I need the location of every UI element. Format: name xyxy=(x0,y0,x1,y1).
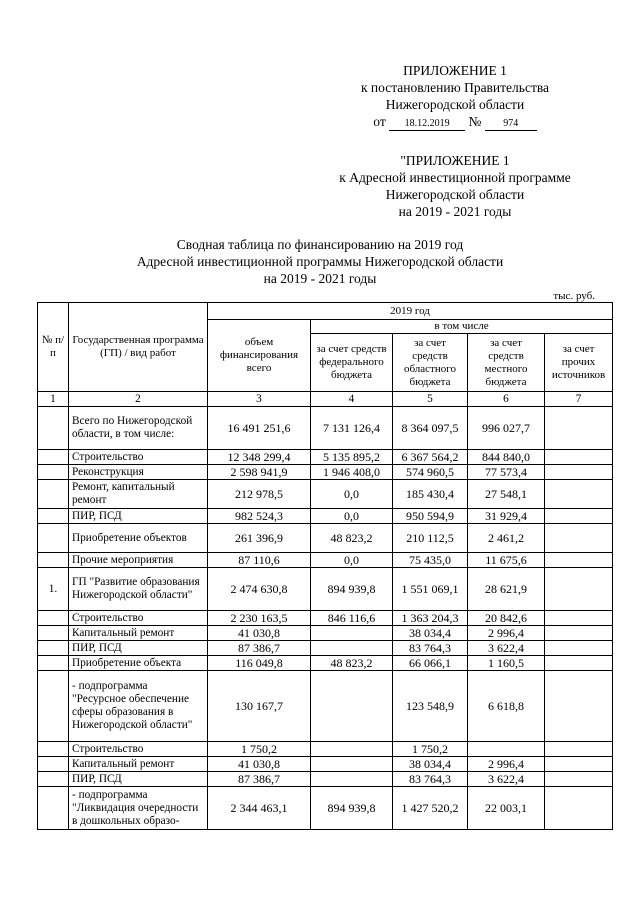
header-total: объем финансирования всего xyxy=(208,320,311,392)
row-number xyxy=(38,611,69,626)
other-value xyxy=(545,568,613,611)
header-in-that: в том числе xyxy=(311,320,613,334)
row-number xyxy=(38,553,69,568)
federal-value: 7 131 126,4 xyxy=(311,407,393,450)
federal-value xyxy=(311,772,393,787)
table-row xyxy=(38,772,613,787)
appendix-title: ПРИЛОЖЕНИЕ 1 xyxy=(403,63,507,78)
other-value xyxy=(545,656,613,671)
row-name: - подпрограмма "Ликвидация очередности в дошкольных образо- xyxy=(69,787,208,830)
appendix-line-3: Нижегородской области xyxy=(385,97,525,112)
local-value: 28 621,9 xyxy=(468,568,545,611)
appendix-program-line-4: на 2019 - 2021 годы xyxy=(398,204,512,219)
row-number xyxy=(38,742,69,757)
regional-value: 8 364 097,5 xyxy=(393,407,468,450)
table-row xyxy=(38,509,613,524)
total-value: 130 167,7 xyxy=(208,671,311,742)
unit-label: тыс. руб. xyxy=(553,290,595,302)
federal-value: 5 135 895,2 xyxy=(311,450,393,465)
federal-value: 894 939,8 xyxy=(311,787,393,830)
row-number xyxy=(38,757,69,772)
row-name: Капитальный ремонт xyxy=(69,626,208,641)
table-row xyxy=(38,656,613,671)
local-value: 6 618,8 xyxy=(468,671,545,742)
local-value xyxy=(468,742,545,757)
row-name: Капитальный ремонт xyxy=(69,757,208,772)
regional-value: 38 034,4 xyxy=(393,626,468,641)
regional-value: 123 548,9 xyxy=(393,671,468,742)
row-number xyxy=(38,641,69,656)
federal-value: 1 946 408,0 xyxy=(311,465,393,480)
title-line-1: Сводная таблица по финансированию на 2019 год xyxy=(176,237,464,252)
row-number xyxy=(38,626,69,641)
table-row xyxy=(38,407,613,450)
total-value: 41 030,8 xyxy=(208,757,311,772)
table-row xyxy=(38,641,613,656)
number-label: № xyxy=(468,114,482,129)
regional-value: 75 435,0 xyxy=(393,553,468,568)
col-number: 4 xyxy=(311,392,393,407)
regional-value: 1 551 069,1 xyxy=(393,568,468,611)
row-name: Приобретение объекта xyxy=(69,656,208,671)
federal-value xyxy=(311,757,393,772)
local-value: 996 027,7 xyxy=(468,407,545,450)
total-value: 212 978,5 xyxy=(208,480,311,509)
table-row xyxy=(38,626,613,641)
table-row xyxy=(38,568,613,611)
title-line-3: на 2019 - 2021 годы xyxy=(263,271,377,286)
col-number: 7 xyxy=(545,392,613,407)
table-row xyxy=(38,524,613,553)
other-value xyxy=(545,407,613,450)
regional-value: 83 764,3 xyxy=(393,772,468,787)
appendix-program-title: "ПРИЛОЖЕНИЕ 1 xyxy=(400,153,510,168)
appendix-date-line xyxy=(300,113,610,131)
table-row xyxy=(38,480,613,509)
other-value xyxy=(545,524,613,553)
other-value xyxy=(545,509,613,524)
header-year: 2019 год xyxy=(208,303,613,320)
total-value: 2 230 163,5 xyxy=(208,611,311,626)
regional-value: 66 066,1 xyxy=(393,656,468,671)
other-value xyxy=(545,671,613,742)
table-row xyxy=(38,757,613,772)
regional-value: 1 750,2 xyxy=(393,742,468,757)
row-name: Строительство xyxy=(69,450,208,465)
table-row xyxy=(38,611,613,626)
total-value: 2 598 941,9 xyxy=(208,465,311,480)
decree-date: 18.12.2019 xyxy=(389,118,465,131)
header-regional: за счет средств областного бюджета xyxy=(393,334,468,392)
col-number: 1 xyxy=(38,392,69,407)
col-number: 2 xyxy=(69,392,208,407)
other-value xyxy=(545,772,613,787)
local-value: 2 461,2 xyxy=(468,524,545,553)
total-value: 116 049,8 xyxy=(208,656,311,671)
local-value: 1 160,5 xyxy=(468,656,545,671)
regional-value: 83 764,3 xyxy=(393,641,468,656)
local-value: 31 929,4 xyxy=(468,509,545,524)
total-value: 87 386,7 xyxy=(208,641,311,656)
local-value: 77 573,4 xyxy=(468,465,545,480)
local-value: 11 675,6 xyxy=(468,553,545,568)
header-other: за счет прочих источников xyxy=(545,334,613,392)
table-row xyxy=(38,787,613,830)
local-value: 3 622,4 xyxy=(468,641,545,656)
local-value: 22 003,1 xyxy=(468,787,545,830)
row-name: Реконструкция xyxy=(69,465,208,480)
table-body xyxy=(38,407,613,830)
total-value: 1 750,2 xyxy=(208,742,311,757)
table-row xyxy=(38,553,613,568)
other-value xyxy=(545,641,613,656)
other-value xyxy=(545,742,613,757)
other-value xyxy=(545,553,613,568)
regional-value: 574 960,5 xyxy=(393,465,468,480)
federal-value: 0,0 xyxy=(311,509,393,524)
federal-value: 894 939,8 xyxy=(311,568,393,611)
federal-value: 48 823,2 xyxy=(311,656,393,671)
row-number xyxy=(38,772,69,787)
local-value: 20 842,6 xyxy=(468,611,545,626)
total-value: 16 491 251,6 xyxy=(208,407,311,450)
regional-value: 950 594,9 xyxy=(393,509,468,524)
row-number xyxy=(38,450,69,465)
row-number xyxy=(38,480,69,509)
table-row xyxy=(38,671,613,742)
col-number: 3 xyxy=(208,392,311,407)
other-value xyxy=(545,611,613,626)
appendix-header xyxy=(300,62,610,131)
total-value: 2 344 463,1 xyxy=(208,787,311,830)
row-name: Строительство xyxy=(69,742,208,757)
local-value: 2 996,4 xyxy=(468,626,545,641)
row-number xyxy=(38,465,69,480)
row-number xyxy=(38,671,69,742)
other-value xyxy=(545,757,613,772)
col-number: 6 xyxy=(468,392,545,407)
row-number: 1. xyxy=(38,568,69,611)
row-name: Строительство xyxy=(69,611,208,626)
table-row xyxy=(38,465,613,480)
table-row xyxy=(38,450,613,465)
regional-value: 38 034,4 xyxy=(393,757,468,772)
header-num: № п/п xyxy=(38,303,69,392)
other-value xyxy=(545,450,613,465)
regional-value: 210 112,5 xyxy=(393,524,468,553)
federal-value xyxy=(311,641,393,656)
row-number xyxy=(38,509,69,524)
total-value: 2 474 630,8 xyxy=(208,568,311,611)
federal-value xyxy=(311,626,393,641)
federal-value xyxy=(311,742,393,757)
total-value: 12 348 299,4 xyxy=(208,450,311,465)
total-value: 982 524,3 xyxy=(208,509,311,524)
appendix-program-header xyxy=(300,152,610,220)
from-label: от xyxy=(373,114,386,129)
row-number xyxy=(38,407,69,450)
table-row xyxy=(38,742,613,757)
header-federal: за счет средств федерального бюджета xyxy=(311,334,393,392)
other-value xyxy=(545,465,613,480)
federal-value: 0,0 xyxy=(311,553,393,568)
total-value: 41 030,8 xyxy=(208,626,311,641)
row-name: - подпрограмма "Ресурсное обеспечение сферы образования в Нижегородской области" xyxy=(69,671,208,742)
row-number xyxy=(38,656,69,671)
header-program: Государственная программа (ГП) / вид работ xyxy=(69,303,208,392)
financing-table xyxy=(37,302,613,830)
appendix-program-line-3: Нижегородской области xyxy=(385,187,525,202)
row-name: ПИР, ПСД xyxy=(69,509,208,524)
other-value xyxy=(545,626,613,641)
row-name: Прочие мероприятия xyxy=(69,553,208,568)
local-value: 844 840,0 xyxy=(468,450,545,465)
row-name: Ремонт, капитальный ремонт xyxy=(69,480,208,509)
document-title xyxy=(90,236,550,287)
title-line-2: Адресной инвестиционной программы Нижегородской области xyxy=(136,254,504,269)
header-local: за счет средств местного бюджета xyxy=(468,334,545,392)
row-name: ПИР, ПСД xyxy=(69,641,208,656)
row-number xyxy=(38,524,69,553)
col-number: 5 xyxy=(393,392,468,407)
row-name: Всего по Нижегородской области, в том числе: xyxy=(69,407,208,450)
regional-value: 1 363 204,3 xyxy=(393,611,468,626)
federal-value xyxy=(311,671,393,742)
total-value: 87 110,6 xyxy=(208,553,311,568)
other-value xyxy=(545,787,613,830)
other-value xyxy=(545,480,613,509)
local-value: 27 548,1 xyxy=(468,480,545,509)
total-value: 87 386,7 xyxy=(208,772,311,787)
total-value: 261 396,9 xyxy=(208,524,311,553)
local-value: 2 996,4 xyxy=(468,757,545,772)
federal-value: 846 116,6 xyxy=(311,611,393,626)
federal-value: 0,0 xyxy=(311,480,393,509)
appendix-line-2: к постановлению Правительства xyxy=(360,80,550,95)
federal-value: 48 823,2 xyxy=(311,524,393,553)
row-name: Приобретение объектов xyxy=(69,524,208,553)
regional-value: 185 430,4 xyxy=(393,480,468,509)
row-name: ГП "Развитие образования Нижегородской области" xyxy=(69,568,208,611)
decree-number: 974 xyxy=(485,118,537,131)
appendix-program-line-2: к Адресной инвестиционной программе xyxy=(339,170,571,185)
regional-value: 6 367 564,2 xyxy=(393,450,468,465)
row-number xyxy=(38,787,69,830)
regional-value: 1 427 520,2 xyxy=(393,787,468,830)
row-name: ПИР, ПСД xyxy=(69,772,208,787)
local-value: 3 622,4 xyxy=(468,772,545,787)
